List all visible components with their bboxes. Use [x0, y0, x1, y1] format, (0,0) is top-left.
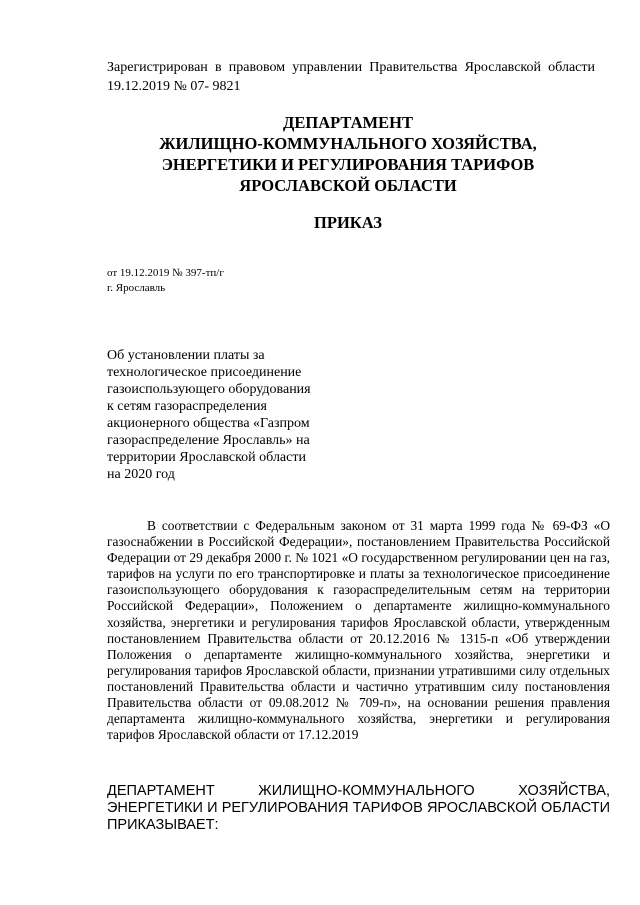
department-title-line: ЯРОСЛАВСКОЙ ОБЛАСТИ — [239, 176, 457, 195]
document-type-title: ПРИКАЗ — [314, 213, 382, 232]
order-subject — [107, 347, 367, 483]
subject-line: газораспределение Ярославль» на — [107, 433, 310, 448]
subject-line: на 2020 год — [107, 467, 175, 482]
order-date-number: от 19.12.2019 № 397-тп/г — [107, 267, 224, 279]
department-header — [100, 112, 596, 196]
department-title-line: ДЕПАРТАМЕНТ — [283, 113, 413, 132]
preamble-paragraph: В соответствии с Федеральным законом от 31 марта 1999 года № 69-ФЗ «О газоснабжении в Российской Федерации», постановлением Правительства Российской Федерации от 29 декабря 2000 г. № 1021 «О государственном регулировании цен на газ, тарифов на услуги по его транспортировке и платы за технологическое присоединение газоиспользующего оборудования к газораспределительным сетям на территории Российской Федерации», Положением о департаменте жилищно-коммунального хозяйства, энергетики и регулирования тарифов Ярославской области, утвержденным постановлением Правительства области от 20.12.2016 № 1315-п «Об утверждении Положения о департаменте жилищно-коммунального хозяйства, энергетики и регулирования тарифов Ярославской области, признании утратившими силу отдельных постановлений Правительства области и частично утратившим силу постановления Правительства области от 09.08.2012 № 709-п», на основании решения правления департамента жилищно-коммунального хозяйства, энергетики и регулирования тарифов Ярославской области от 17.12.2019 — [107, 518, 610, 743]
order-meta — [107, 266, 224, 296]
subject-line: акционерного общества «Газпром — [107, 416, 310, 431]
orders-statement: ДЕПАРТАМЕНТ ЖИЛИЩНО-КОММУНАЛЬНОГО ХОЗЯЙСТВА, ЭНЕРГЕТИКИ И РЕГУЛИРОВАНИЯ ТАРИФОВ ЯРОСЛАВСКОЙ ОБЛАСТИ ПРИКАЗЫВАЕТ: — [107, 783, 610, 833]
subject-line: газоиспользующего оборудования — [107, 382, 311, 397]
subject-line: территории Ярославской области — [107, 450, 306, 465]
subject-line: Об установлении платы за — [107, 348, 265, 363]
subject-line: технологическое присоединение — [107, 365, 302, 380]
department-title-line: ЖИЛИЩНО-КОММУНАЛЬНОГО ХОЗЯЙСТВА, — [159, 134, 537, 153]
order-city: г. Ярославль — [107, 282, 166, 294]
subject-line: к сетям газораспределения — [107, 399, 267, 414]
department-title-line: ЭНЕРГЕТИКИ И РЕГУЛИРОВАНИЯ ТАРИФОВ — [161, 155, 535, 174]
registration-note: Зарегистрирован в правовом управлении Правительства Ярославской области 19.12.2019 № 07- 9821 — [107, 60, 595, 94]
